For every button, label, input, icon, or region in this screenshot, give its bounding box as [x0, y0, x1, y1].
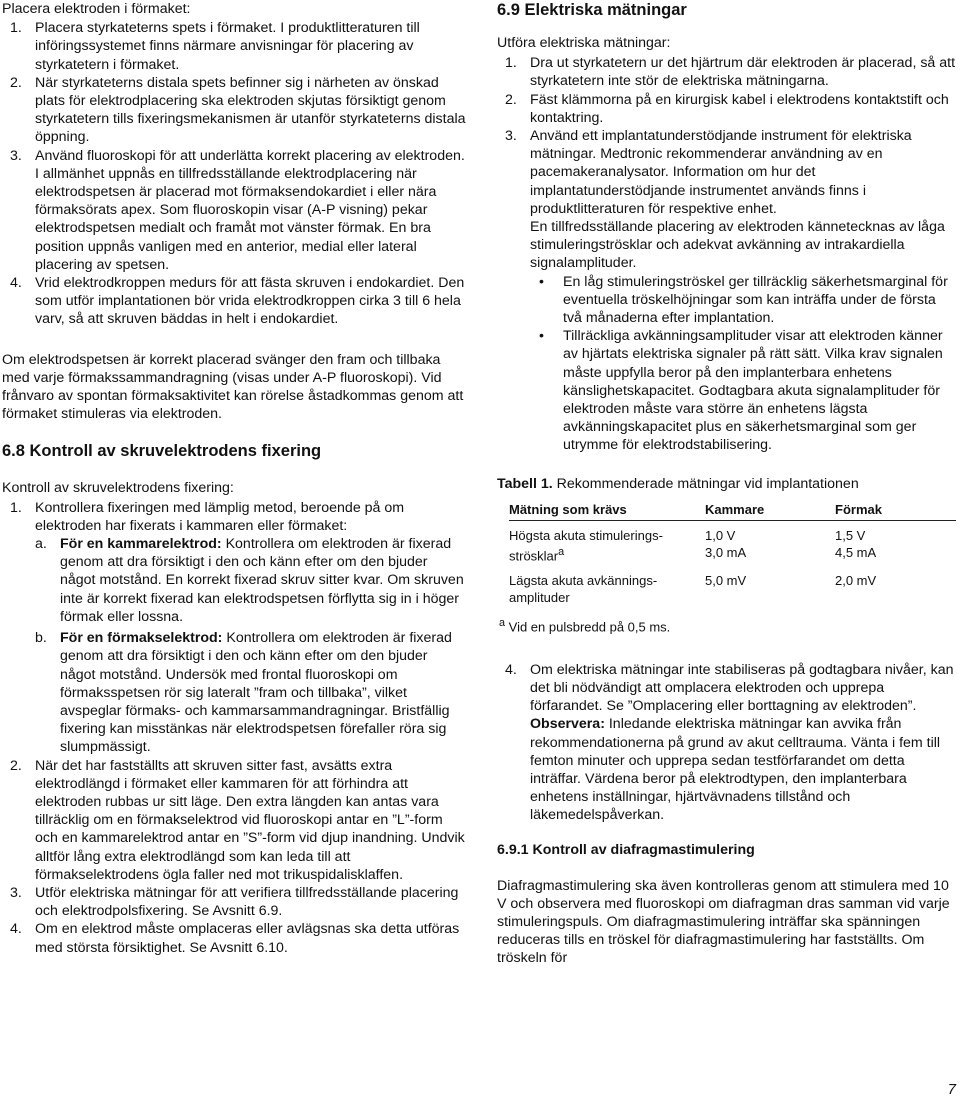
list-item: 1. Placera styrkateterns spets i förmaket. I produktlitteraturen till införingssystemet finns närmare anvisningar för placering av styrkatetern i förmaket. — [10, 20, 420, 73]
list-item: 3. Använd fluoroskopi för att underlätta korrekt placering av elektroden. I allmänhet uppnås en tillfredsställande elektrodplacering när elektrodspetsen är placerad mot förmaksendokardiet i eller nära förmaksörats apex. Som fluoroskopin visar (A-P visning) pekar elektrodspetsen medialt och framåt mot vänster förmak. En bra position uppnås vanligen med en anterior, medial eller lateral placering av spetsen. — [10, 147, 465, 273]
section-heading-6-8: 6.8 Kontroll av skruvelektrodens fixering — [2, 442, 322, 461]
column-header: Förmak — [835, 499, 956, 521]
placement-criteria: En tillfredsställande placering av elektroden kännetecknas av låga stimuleringströsklar och adekvat avkänning av intrakardiella signalamplituder. — [530, 219, 945, 272]
sub-item-a: a. För en kammarelektrod: Kontrollera om elektroden är fixerad genom att dra försiktigt i den och känn efter om den bjuder något motstånd. En korrekt fixerad skruv sitter kvar. Om skruven inte är korrekt fixerad kan elektrodspetsen förflytta sig in i höger förmak eller lossna. — [35, 536, 464, 625]
table-footnote: $^a$ Vid en pulsbredd på 0,5 ms. — [499, 617, 671, 635]
column-header: Kammare — [705, 499, 835, 521]
subsection-heading-6-9-1: 6.9.1 Kontroll av diafragmastimulering — [497, 841, 755, 858]
list-item: 3. Utför elektriska mätningar för att verifiera tillfredsställande placering och elektrodpolsfixering. Se Avsnitt 6.9. — [10, 884, 459, 920]
table-caption: Tabell 1. Rekommenderade mätningar vid implantationen — [497, 475, 859, 492]
placement-intro: Placera elektroden i förmaket: — [2, 1, 191, 17]
table-row: Lägsta akuta avkännings-amplituder 5,0 mV 2,0 mV — [509, 573, 877, 606]
table-row: Högsta akuta stimulerings-strösklar$^a$ 1,0 V 3,0 mA 1,5 V 4,5 mA — [509, 527, 877, 564]
right-column — [497, 0, 958, 968]
list-item: 1. Kontrollera fixeringen med lämplig metod, beroende på om elektroden har fixerats i kammaren eller förmaket: — [10, 499, 405, 534]
bullet-item: • Tillräckliga avkänningsamplituder visar att elektroden känner av hjärtats elektriska signaler på rätt sätt. Vilka krav signalen måste uppfylla beror på den implanterbara enhetens känslighetskapacitet. Godtagbara akuta signalamplituder för elektroden måste vara större än enhetens lägsta avkänningskapacitet plus en säkerhetsmarginal som ger utrymme för elektrodstabilisering. — [539, 328, 943, 454]
list-item: 4. Om elektriska mätningar inte stabiliseras på godtagbara nivåer, kan det bli nödvändigt att omplacera elektroden och upprepa förfarandet. Se ”Omplacering eller borttagning av elektroden”. — [505, 661, 954, 715]
list-item: 2. Fäst klämmorna på en kirurgisk kabel i elektrodens kontaktstift och kontaktring. — [505, 91, 949, 126]
section-heading-6-9: 6.9 Elektriska mätningar — [497, 1, 687, 19]
bullet-item: • En låg stimuleringströskel ger tillräcklig säkerhetsmarginal för eventuella tröskelhöjningar som kan inträffa under de första två månaderna efter implantation. — [539, 273, 948, 327]
measurements-table — [509, 499, 956, 608]
measurements-intro: Utföra elektriska mätningar: — [497, 35, 671, 51]
table-header-row — [509, 499, 956, 521]
paragraph: Diafragmastimulering ska även kontrolleras genom att stimulera med 10 V och observera med fluoroskopi om diafragman dras samman vid varje stimuleringspuls. Om diafragmastimulering inträffar ska spänningen reduceras tills en tröskel för diafragmastimulering har fastställts. Om tröskeln för — [497, 877, 950, 967]
left-column — [2, 0, 466, 957]
fixation-intro: Kontroll av skruvelektrodens fixering: — [2, 480, 234, 497]
list-item: 2. När styrkateterns distala spets befinner sig i närheten av önskad plats för elektrodplacering ska elektroden skjutas försiktigt genom styrkatetern tills fixeringsmekanismen är utanför styrkateterns distala öppning. — [10, 74, 466, 146]
sub-item-b: b. För en förmakselektrod: Kontrollera om elektroden är fixerad genom att dra försiktigt i den och känn efter om den bjuder något motstånd. Undersök med frontal fluoroskopi om förmaksspetsen rör sig lateralt ”fram och tillbaka”, vilket avspeglar förmaks- och kammarsammandragningar. Bristfällig fixering kan misstänkas när elektrodspetsen förefaller röra sig slumpmässigt. — [35, 630, 452, 756]
list-item: 2. När det har fastställts att skruven sitter fast, avsätts extra elektrodlängd i förmaket eller kammaren för att förhindra att elektroden rubbas ur sitt läge. Den extra längden kan antas vara tillräcklig om en förmakselektrod vid fluoroskopi antar en ”L”-form och en kammarelektrod antar en ”S”-form vid djup inandning. Undvik alltför lång extra elektrodlängd som kan leda till att förmakselektrodens ögla faller ned mot trikuspidalisklaffen. — [10, 757, 465, 883]
list-item: 4. Vrid elektrodkroppen medurs för att fästa skruven i endokardiet. Den som utför implantationen bör vrida elektrodkroppen cirka 3 till 6 hela varv, så att skruven bäddas in helt i endokardiet. — [10, 275, 465, 328]
paragraph: Om elektrodspetsen är korrekt placerad svänger den fram och tillbaka med varje förmakssammandragning (visas under A-P fluoroskopi). Vid frånvaro av spontan förmaksaktivitet kan rörelse åstadkommas genom att förmaket stimuleras via elektroden. — [2, 351, 464, 423]
list-item: 4. Om en elektrod måste omplaceras eller avlägsnas ska detta utföras med största försiktighet. Se Avsnitt 6.10. — [10, 921, 460, 956]
column-header: Mätning som krävs — [509, 499, 705, 521]
list-item: 1. Dra ut styrkatetern ur det hjärtrum där elektroden är placerad, så att styrkatetern inte stör de elektriska mätningarna. — [505, 55, 956, 90]
page-number: 7 — [947, 1081, 956, 1098]
list-item: 3. Använd ett implantatunderstödjande instrument för elektriska mätningar. Medtronic rekommenderar användning av en pacemakeranalysator. Information om hur det implantatunderstödjande instrumentet används finns i produktlitteraturen för respektive enhet. — [505, 128, 912, 217]
observe-note: Observera: Inledande elektriska mätningar kan avvika från rekommendationerna på grund av akut celltrauma. Vänta i fem till femton minuter och upprepa sedan testförfarandet om detta inträffar. Värdena beror på elektrodtypen, den implanterbara enhetens inställningar, hjärtvävnadens tillstånd och läkemedelspåverkan. — [530, 716, 941, 824]
